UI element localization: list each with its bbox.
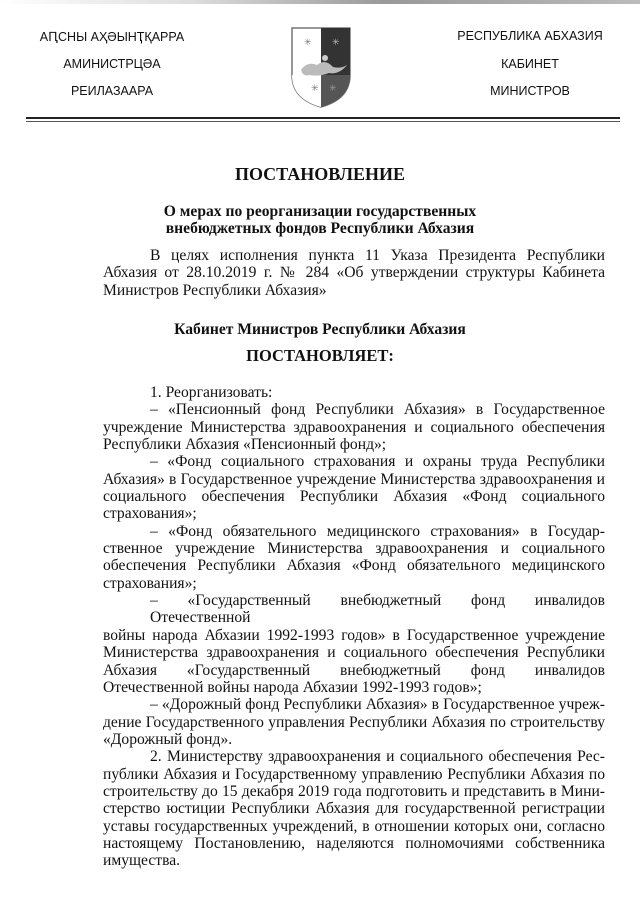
document-body	[103, 384, 605, 870]
paragraph-line: обеспечения Республики Абхазия «Фонд обязательного медицинского	[103, 557, 605, 575]
paragraph	[103, 384, 605, 401]
paragraph-line: ственное учреждение Министерства здравоохранения и социального	[103, 540, 605, 558]
paragraph-line: – «Фонд обязательного медицинского страхования» в Государ-	[150, 522, 605, 540]
paragraph-line: страхования»;	[103, 574, 197, 592]
paragraph-line: строительству до 15 декабря 2019 года подготовить и представить в Мини-	[103, 782, 605, 800]
document-type: ПОСТАНОВЛЕНИЕ	[234, 164, 406, 184]
header-russian	[420, 29, 640, 112]
paragraph-line: войны народа Абхазии 1992-1993 годов» в Государственное учреждение	[103, 626, 605, 644]
paragraph-line: дение Государственного управления Республики Абхазия по строительству	[103, 713, 605, 731]
header-abkhaz	[2, 29, 222, 112]
paragraph-line: Республики Абхазия «Пенсионный фонд»;	[103, 436, 387, 454]
paragraph-line: публики Абхазия и Государственному управлению Республики Абхазия по	[103, 765, 605, 783]
subject-line: внебюджетных фондов Республики Абхазия	[165, 220, 475, 238]
header-right-line: РЕСПУБЛИКА АБХАЗИЯ	[457, 29, 603, 43]
svg-text:✳: ✳	[304, 37, 312, 47]
paragraph	[103, 696, 605, 748]
header-right-line: КАБИНЕТ	[501, 56, 559, 71]
paragraph-line: настоящему Постановлению, наделяются полномочиями собственника	[103, 834, 605, 852]
paragraph	[103, 523, 605, 592]
header-left-line: АМИНИСТРЦӘА	[63, 56, 161, 71]
paragraph-line: имущества.	[103, 852, 181, 870]
issuer: Кабинет Министров Республики Абхазия	[174, 321, 466, 338]
header-right-line: МИНИСТРОВ	[490, 84, 570, 98]
paragraph	[103, 453, 605, 522]
paragraph-line: Министерства здравоохранения и социального обеспечения Республики	[103, 644, 605, 662]
paragraph	[103, 592, 605, 696]
document-subject	[0, 203, 640, 238]
paragraph-line: Абхазия «Государственный внебюджетный фонд инвалидов	[103, 661, 605, 679]
paragraph-line: страхования»;	[103, 505, 197, 523]
preamble-line: Министров Республики Абхазия»	[103, 281, 327, 299]
subject-line: О мерах по реорганизации государственных	[163, 203, 477, 220]
preamble	[103, 247, 605, 299]
header-left-line: РЕИЛАЗААРА	[70, 84, 154, 98]
paragraph-line: учреждение Министерства здравоохранения и социального обеспечения	[103, 418, 605, 436]
paragraph	[103, 401, 605, 453]
paragraph-line: 1. Реорганизовать:	[150, 384, 273, 401]
paragraph-line: – «Пенсионный фонд Республики Абхазия» в Государственное	[150, 401, 605, 419]
paragraph-line: – «Фонд социального страхования и охраны труда Республики	[150, 453, 605, 471]
header-divider	[26, 117, 620, 119]
scan-edge	[0, 0, 640, 4]
preamble-line: Абхазия от 28.10.2019 г. № 284 «Об утверждении структуры Кабинета	[103, 264, 605, 282]
paragraph-line: Отечественной войны народа Абхазии 1992-1993 годов»;	[103, 678, 482, 696]
svg-text:✳: ✳	[311, 83, 319, 93]
coat-of-arms-icon	[289, 25, 353, 109]
paragraph-line: Абхазия» в Государственное учреждение Министерства здравоохранения и	[103, 470, 605, 488]
decree-heading: ПОСТАНОВЛЯЕТ:	[246, 346, 394, 365]
paragraph-line: – «Государственный внебюджетный фонд инвалидов Отечественной	[150, 592, 605, 627]
svg-text:✳: ✳	[329, 83, 337, 93]
paragraph-line: «Дорожный фонд».	[103, 730, 233, 748]
svg-text:✳: ✳	[332, 37, 340, 47]
header-left-line: АԤСНЫ АҲӘЫНҬҚАРРА	[39, 30, 185, 44]
paragraph-line: уставы государственных учреждений, в отношении которых они, согласно	[103, 817, 605, 835]
paragraph-line: 2. Министерству здравоохранения и социального обеспечения Рес-	[150, 748, 605, 766]
paragraph-line: – «Дорожный фонд Республики Абхазия» в Государственное учреж-	[150, 696, 605, 714]
preamble-line: В целях исполнения пункта 11 Указа Президента Республики	[150, 247, 605, 264]
paragraph-line: социального обеспечения Республики Абхазия «Фонд социального	[103, 488, 605, 506]
header-divider-thin	[26, 121, 620, 122]
paragraph-line: стерство юстиции Республики Абхазия для государственной регистрации	[103, 800, 605, 818]
paragraph	[103, 748, 605, 869]
